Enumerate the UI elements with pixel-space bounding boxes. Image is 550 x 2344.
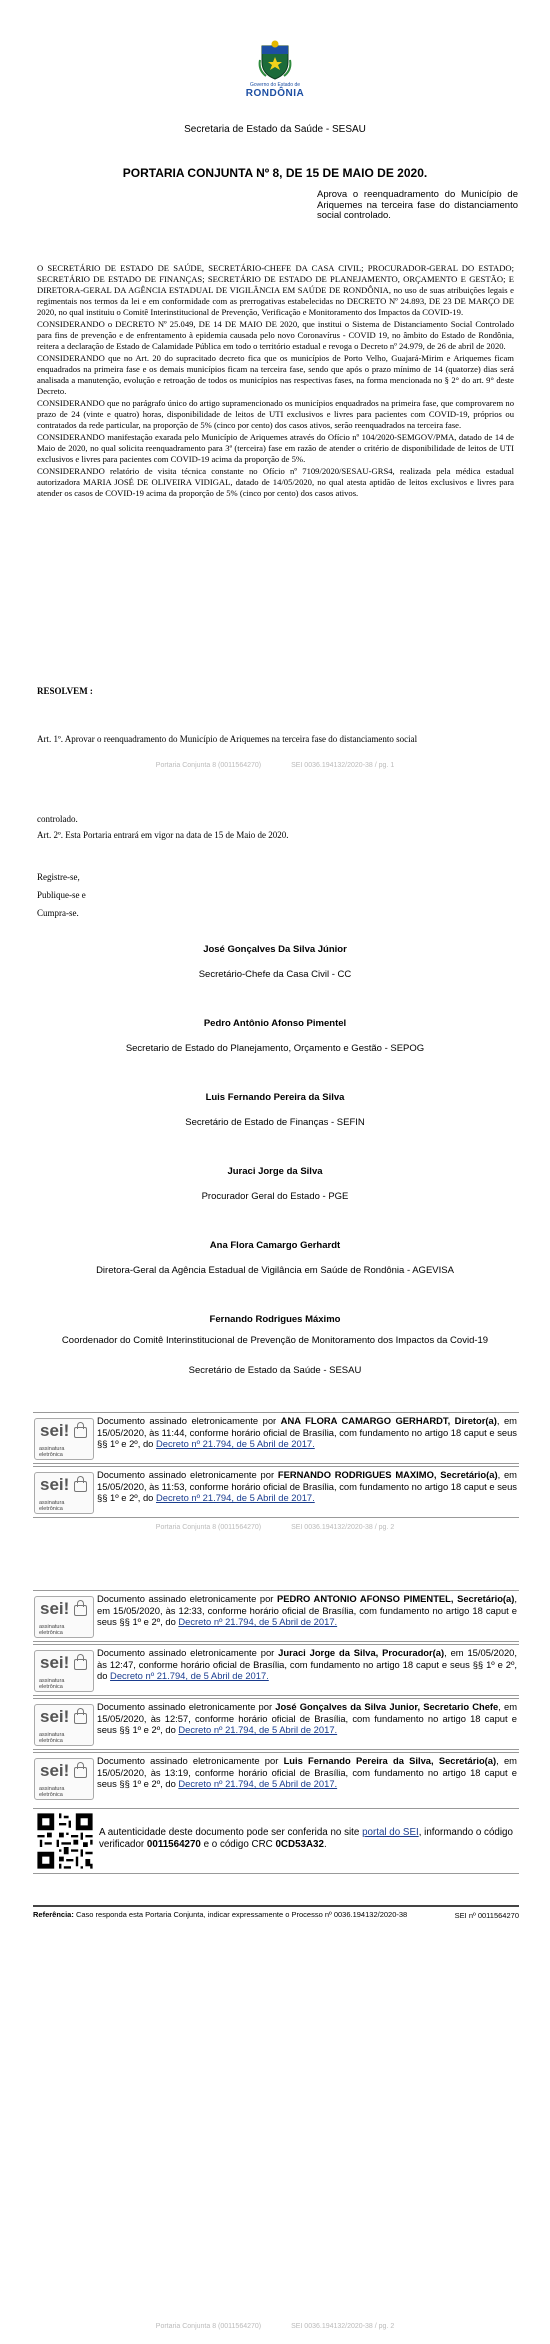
sei-signature-seal-icon [34,1472,94,1514]
signature-block [33,1644,519,1696]
signer: FERNANDO RODRIGUES MAXIMO, Secretário(a) [277,1469,498,1480]
seal-caption-line: eletrônica [39,1506,63,1512]
seal-caption [39,1446,64,1458]
seal-caption-line: eletrônica [39,1630,63,1636]
closing-block [37,868,86,922]
seal-caption-line: eletrônica [39,1684,63,1690]
emblem-caption-state: RONDÔNIA [245,88,305,99]
reference-body: Caso responda esta Portaria Conjunta, indicar expressamente o Processo nº 0036.194132/2020-38 [73,1910,408,1919]
page-footer-2 [0,1524,550,1531]
signature-block [33,1466,519,1518]
signatory-role: Diretora-Geral da Agência Estadual de Vigilância em Saúde de Rondônia - AGEVISA [96,1265,454,1276]
lock-icon [74,1481,87,1492]
qr-code-icon [35,1811,95,1871]
signature-block [33,1412,519,1464]
sei-signature-seal-icon [34,1704,94,1746]
reference-sei-number: SEI nº 0011564270 [454,1911,519,1920]
sei-portal-link[interactable]: portal do SEI [362,1827,419,1838]
signature-detail: , em 15/05/2020, às 11:53, conforme horário oficial de Brasília, com fundamento no artigo 18 caput e seus §§ 1º e 2º, do [97,1469,517,1503]
footer-page-ref: SEI 0036.194132/2020-38 / pg. 2 [291,1524,395,1531]
signature-text [97,1469,517,1504]
signer: PEDRO ANTONIO AFONSO PIMENTEL, Secretário(a) [277,1593,515,1604]
signature-text [97,1415,517,1450]
sei-logo: sei! [40,1475,70,1494]
signature-prefix: Documento assinado eletronicamente por [97,1647,279,1658]
reference-footer [33,1905,519,1919]
sei-logo: sei! [40,1653,70,1672]
signatory-role: Secretário de Estado de Finanças - SEFIN [185,1117,365,1128]
signature-block [33,1590,519,1642]
signature-detail: , em 15/05/2020, às 11:44, conforme horário oficial de Brasília, com fundamento no artigo 18 caput e seus §§ 1º e 2º, do [97,1415,517,1449]
article-1: Art. 1º. Aprovar o reenquadramento do Município de Ariquemes na terceira fase do distanciamento social [37,734,418,744]
sei-logo: sei! [40,1421,70,1440]
signatory-name: José Gonçalves Da Silva Júnior [203,944,347,955]
sei-logo: sei! [40,1707,70,1726]
seal-caption [39,1500,64,1512]
decree-link[interactable]: Decreto nº 21.794, de 5 Abril de 2017. [155,1492,315,1503]
decree-link[interactable]: Decreto nº 21.794, de 5 Abril de 2017. [178,1616,338,1627]
lock-icon [74,1713,87,1724]
seal-caption-line: eletrônica [39,1452,63,1458]
footer-doc-ref: Portaria Conjunta 8 (0011564270) [155,1524,262,1531]
article-2: Art. 2º. Esta Portaria entrará em vigor na data de 15 de Maio de 2020. [37,830,289,840]
paragraph: CONSIDERANDO manifestação exarada pelo Município de Ariquemes através do Ofício nº 104/2020-SEMGOV/PMA, datado de 14 de Maio de 2020, no qual solicita reenquadramento para 3ª (terceira) fase em razão de atender o critério de disponibilidade de leitos de UTI exclusivos e livres para pacientes com COVID-19 acima da proporção de 5%. [37,432,514,464]
preamble [37,263,514,500]
document-summary: Aprova o reenquadramento do Município de Ariquemes na terceira fase do distanciamento social controlado. [317,189,518,221]
footer-page-ref: SEI 0036.194132/2020-38 / pg. 2 [291,2323,395,2330]
signature-text [97,1593,517,1628]
signature-prefix: Documento assinado eletronicamente por [97,1701,276,1712]
sei-logo: sei! [40,1761,70,1780]
reference-label: Referência: [33,1910,74,1919]
signature-prefix: Documento assinado eletronicamente por [97,1469,278,1480]
decree-link[interactable]: Decreto nº 21.794, de 5 Abril de 2017. [110,1670,269,1681]
reference-text [33,1910,413,1919]
signatory-role: Procurador Geral do Estado - PGE [201,1191,349,1202]
authenticity-suffix: . [323,1839,327,1850]
seal-caption-line: assinatura [39,1446,65,1452]
signatory-role: Secretário-Chefe da Casa Civil - CC [198,969,352,980]
sei-logo: sei! [40,1599,70,1618]
sei-signature-seal-icon [34,1418,94,1460]
seal-caption [39,1624,64,1636]
seal-caption-line: eletrônica [39,1738,63,1744]
authenticity-block [33,1808,519,1874]
seal-caption-line: assinatura [39,1678,65,1684]
paragraph: CONSIDERANDO que no parágrafo único do artigo supramencionado os municípios enquadrados na primeira fase, que comprovarem no prazo de 24 (vinte e quatro) horas, disponibilidade de leitos de UTI exclusivos e livres para pacientes com COVID-19, próprios ou contratados da rede particular, na proporção de 5% (cinco por cento) dos casos ativos, serão reenquadrados na terceira fase. [37,398,514,430]
signature-block [33,1752,519,1804]
signatory-role: Secretário de Estado da Saúde - SESAU [188,1365,362,1376]
document-title: PORTARIA CONJUNTA Nº 8, DE 15 DE MAIO DE 2020. [122,166,428,180]
closing-line: Registre-se, [37,872,80,882]
verification-code: 0011564270 [146,1839,201,1850]
signature-detail: , em 15/05/2020, às 12:47, conforme horário oficial de Brasília, com fundamento no artigo 18 caput e seus §§ 1º e 2º, do [97,1647,517,1681]
signature-text [97,1701,517,1736]
sei-signature-seal-icon [34,1758,94,1800]
department-header: Secretaria de Estado da Saúde - SESAU [184,124,366,135]
emblem-caption: Governo do Estado de [249,82,301,88]
signatory-name: Luis Fernando Pereira da Silva [205,1092,345,1103]
authenticity-mid: , informando o código verificador [99,1827,513,1850]
signer: Luis Fernando Pereira da Silva, Secretário(a) [283,1755,497,1766]
paragraph: CONSIDERANDO o DECRETO Nº 25.049, DE 14 DE MAIO DE 2020, que institui o Sistema de Distanciamento Social Controlado para fins de prevenção e de enfrentamento à epidemia causada pelo novo Coronavírus - COVID 19, no âmbito do Estado de Rondônia, reitera a declaração de Estado de Calamidade Pública em todo o território estadual e revoga o Decreto nº 24.979, de 26 de abril de 2020. [37,319,514,351]
authenticity-prefix: A autenticidade deste documento pode ser conferida no site [99,1827,363,1838]
seal-caption [39,1732,64,1744]
lock-icon [74,1767,87,1778]
closing-line: Cumpra-se. [37,908,79,918]
page-footer-1 [0,762,550,769]
footer-doc-ref: Portaria Conjunta 8 (0011564270) [155,2323,262,2330]
footer-page-ref: SEI 0036.194132/2020-38 / pg. 1 [291,762,395,769]
decree-link[interactable]: Decreto nº 21.794, de 5 Abril de 2017. [178,1724,338,1735]
resolvem-heading: RESOLVEM : [37,686,93,696]
signature-text [97,1647,517,1682]
signatory-name: Pedro Antônio Afonso Pimentel [203,1018,347,1029]
signature-detail: , em 15/05/2020, às 12:57, conforme horário oficial de Brasília, com fundamento no artigo 18 caput e seus §§ 1º e 2º, do [97,1701,518,1735]
article-1-continued: controlado. [37,814,78,824]
signature-block [33,1698,519,1750]
decree-link[interactable]: Decreto nº 21.794, de 5 Abril de 2017. [178,1778,338,1789]
signature-prefix: Documento assinado eletronicamente por [97,1593,277,1604]
sei-signature-seal-icon [34,1596,94,1638]
signatory-role: Secretario de Estado do Planejamento, Orçamento e Gestão - SEPOG [125,1043,425,1054]
signature-detail: , em 15/05/2020, às 13:19, conforme horário oficial de Brasília, com fundamento no artigo 18 caput e seus §§ 1º e 2º, do [97,1755,517,1789]
signatory-role: Coordenador do Comitê Interinstitucional de Prevenção de Monitoramento dos Impactos da Covid-19 [61,1335,489,1346]
seal-caption-line: assinatura [39,1500,65,1506]
authenticity-mid2: e o código CRC [200,1839,276,1850]
authenticity-text [99,1827,514,1851]
paragraph: O SECRETÁRIO DE ESTADO DE SAÚDE, SECRETÁRIO-CHEFE DA CASA CIVIL; PROCURADOR-GERAL DO ESTADO; SECRETÁRIO DE ESTADO DE FINANÇAS; SECRETÁRIO DE ESTADO DE PLANEJAMENTO, ORÇAMENTO E GESTÃO; E DIRETORA-GERAL DA AGÊNCIA ESTADUAL DE VIGILÂNCIA EM SAÚDE DE RONDÔNIA, no uso de suas atribuições legais e regimentais nos termos da lei e em conformidade com as prerrogativas estabelecidas no DECRETO Nº 24.893, DE 23 DE MARÇO DE 2020, no qual instituiu o Comitê Interinstitucional de Prevenção, Verificação e Monitoramento dos Impactos da COVID-19. [37,263,514,317]
signature-prefix: Documento assinado eletronicamente por [97,1415,281,1426]
signatory-name: Ana Flora Camargo Gerhardt [209,1240,341,1251]
footer-doc-ref: Portaria Conjunta 8 (0011564270) [155,762,262,769]
signature-text [97,1755,517,1790]
seal-caption-line: eletrônica [39,1792,63,1798]
closing-line: Publique-se e [37,890,86,900]
signatory-name: Fernando Rodrigues Máximo [209,1314,341,1325]
lock-icon [74,1427,87,1438]
seal-caption-line: assinatura [39,1786,65,1792]
paragraph: CONSIDERANDO relatório de visita técnica constante no Ofício nº 7109/2020/SESAU-GRS4, realizada pela médica estadual autorizadora MARIA JOSÉ DE OLIVEIRA VIDIGAL, datado de 14/05/2020, no qual atesta aptidão de leitos exclusivos e livres para atender os casos de COVID-19 acima da proporção de 5% (cinco por cento) dos casos ativos. [37,466,514,498]
signature-detail: , em 15/05/2020, às 12:33, conforme horário oficial de Brasília, com fundamento no artigo 18 caput e seus §§ 1º e 2º, do [97,1593,517,1627]
paragraph: CONSIDERANDO que no Art. 20 do supracitado decreto fica que os municípios de Porto Velho, Guajará-Mirim e Ariquemes ficam enquadrados na primeira fase e os demais municípios ficam na terceira fase, sendo que após o prazo mínimo de 14 (quatorze) dias será analisada a manutenção, evolução e retroação de todos os municípios nas respectivas fases, na forma mencionada no § 2° do art. 9° deste Decreto. [37,353,514,396]
lock-icon [74,1605,87,1616]
sei-signature-seal-icon [34,1650,94,1692]
signature-prefix: Documento assinado eletronicamente por [97,1755,284,1766]
lock-icon [74,1659,87,1670]
seal-caption-line: assinatura [39,1732,65,1738]
signer: José Gonçalves da Silva Junior, Secretario Chefe [275,1701,499,1712]
signatory-name: Juraci Jorge da Silva [227,1166,323,1177]
decree-link[interactable]: Decreto nº 21.794, de 5 Abril de 2017. [155,1438,315,1449]
seal-caption [39,1678,64,1690]
signer: Juraci Jorge da Silva, Procurador(a) [278,1647,445,1658]
crc-code: 0CD53A32 [275,1839,324,1850]
state-emblem-icon [258,40,292,80]
page-footer-final [0,2323,550,2330]
seal-caption-line: assinatura [39,1624,65,1630]
seal-caption [39,1786,64,1798]
signer: ANA FLORA CAMARGO GERHARDT, Diretor(a) [280,1415,497,1426]
